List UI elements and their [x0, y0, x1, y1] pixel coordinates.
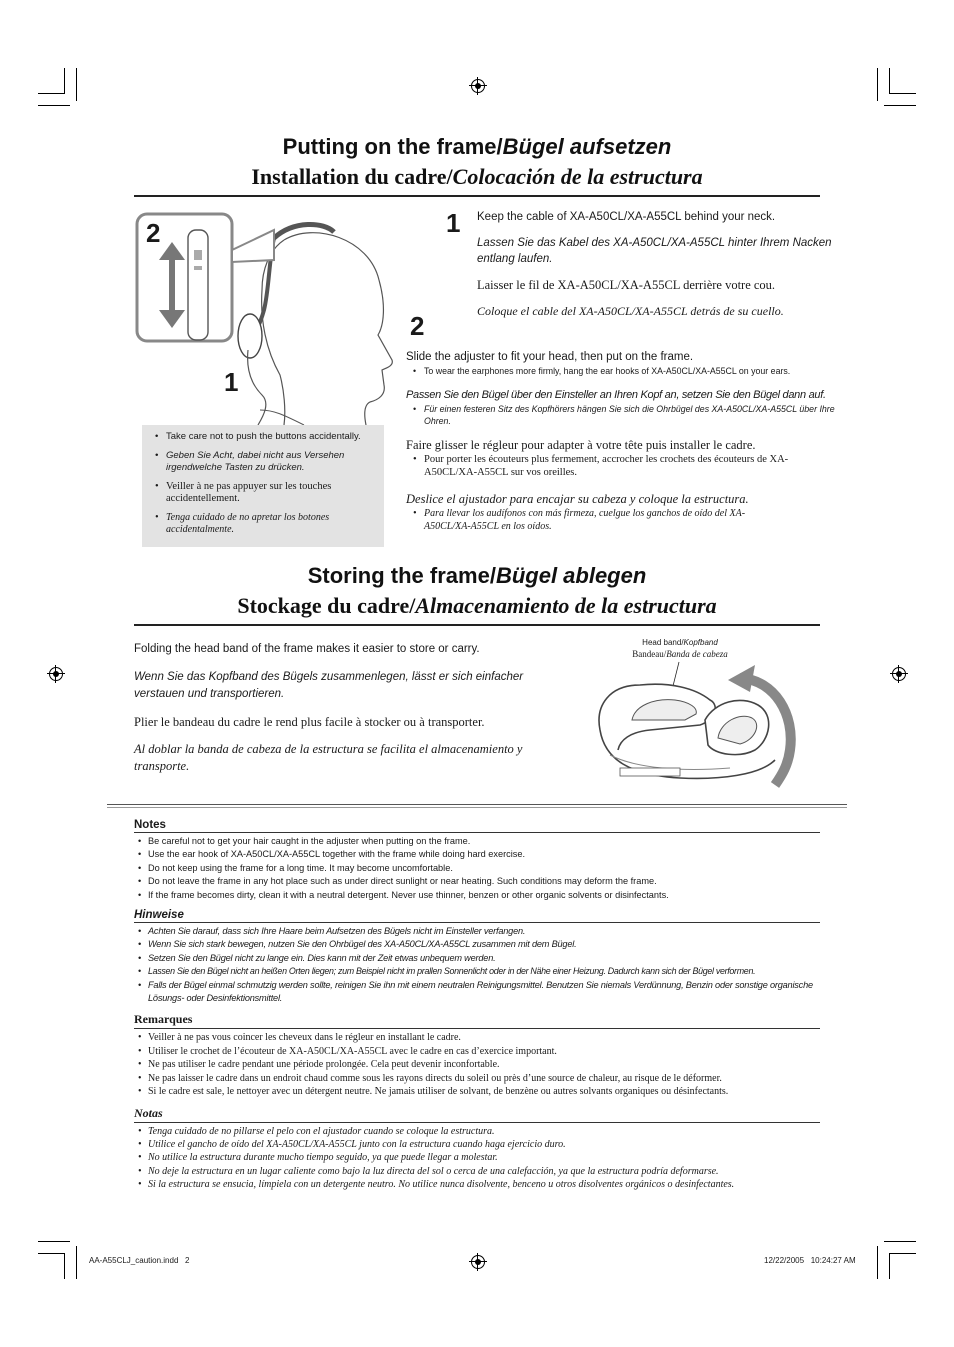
crop-mark [76, 68, 77, 101]
label-fr: Bandeau/ [632, 649, 667, 659]
section1-title [134, 132, 820, 192]
note-item: • Falls der Bügel einmal schmutzig werden sollte, reinigen Sie ihn mit einem neutralen Reinigungsmittel. Benutzen Sie niemals Verdünnung, Benzin oder sonstige organische Lösungs- oder Desinfektionsmittel. [134, 979, 820, 1006]
crop-mark [877, 68, 878, 101]
notes-block-en [134, 819, 820, 902]
notes-separator [107, 804, 847, 805]
crop-mark [884, 1241, 916, 1242]
crop-mark [877, 1246, 878, 1279]
note-item: • If the frame becomes dirty, clean it with a neutral detergent. Never use thinner, benzen or other organic solvents or disinfectants. [134, 889, 820, 902]
note-item: • Lassen Sie den Bügel nicht an heißen Orten liegen; zum Beispiel nicht im prallen Sonnenlicht oder in der Nähe einer Heizung. Dadurch kann sich der Bügel verformen. [134, 965, 820, 978]
footer-timestamp: 12/22/2005 10:24:27 AM [764, 1256, 856, 1265]
note-item: • Si le cadre est sale, le nettoyer avec un détergent neutre. Ne jamais utiliser de solvant, de benzène ou autres solvants organiques ou désinfectants. [134, 1085, 820, 1098]
step1-es: Coloque el cable del XA-A50CL/XA-A55CL detrás de su cuello. [477, 304, 784, 318]
crop-mark [889, 1253, 890, 1279]
step2-number: 2 [410, 311, 425, 341]
crop-mark [76, 1246, 77, 1279]
step1-fr: Laisser le fil de XA-A50CL/XA-A55CL derrière votre cou. [477, 278, 776, 292]
step2-es-bullet: • Para llevar los audífonos con más firmeza, cuelgue los ganchos de oído del XA-A50CL/XA-A55CL en los oídos. [413, 507, 763, 533]
title-es: Colocación de la estructura [452, 164, 703, 189]
title-en: Storing the frame/ [307, 563, 496, 588]
step1-text [477, 209, 837, 319]
registration-mark-icon [471, 1255, 485, 1269]
figure-label-step1: 1 [224, 367, 239, 397]
caution-item-en: • Take care not to push the buttons accidentally. [155, 431, 376, 443]
note-item: • Be careful not to get your hair caught in the adjuster when putting on the frame. [134, 835, 820, 848]
step2-de-bullet: • Für einen festeren Sitz des Kopfhörers hängen Sie sich die Ohrbügel des XA-A50CL/XA-A55CL über Ihre Ohren. [413, 403, 846, 427]
note-item: • Utiliser le crochet de l’écouteur de XA-A50CL/XA-A55CL avec le cadre en cas d’exercice important. [134, 1045, 820, 1058]
section2-title [134, 561, 820, 621]
notes-heading-de: Hinweise [134, 909, 184, 922]
step2-fr-bullet: • Pour porter les écouteurs plus fermement, accrocher les crochets des écouteurs de XA-A50CL/XA-A55CL sur vos oreilles. [413, 453, 803, 479]
storing-fr: Plier le bandeau du cadre le rend plus facile à stocker ou à transporter. [134, 715, 485, 729]
crop-mark [38, 1253, 64, 1254]
note-item: • Ne pas utiliser le cadre pendant une période prolongée. Cela peut devenir inconfortable. [134, 1058, 820, 1071]
note-item: • Setzen Sie den Bügel nicht zu lange ein. Dies kann mit der Zeit etwas unbequem werden. [134, 952, 820, 965]
step2-text [406, 349, 846, 533]
crop-mark [64, 68, 65, 94]
caution-item-fr: • Veiller à ne pas appuyer sur les touches accidentellement. [155, 481, 376, 505]
registration-mark-icon [892, 667, 906, 681]
title-fr: Installation du cadre/ [251, 164, 453, 189]
label-de: Kopfband [683, 638, 718, 647]
storing-es: Al doblar la banda de cabeza de la estructura se facilita el almacenamiento y transporte. [134, 742, 523, 773]
notes-block-fr [134, 1012, 820, 1098]
note-item: • Tenga cuidado de no pillarse el pelo con el ajustador cuando se coloque la estructura. [134, 1125, 820, 1138]
notes-section [134, 819, 820, 1192]
step2-fr: Faire glisser le régleur pour adapter à votre tête puis installer le cadre. [406, 438, 756, 452]
note-item: • Ne pas laisser le cadre dans un endroit chaud comme sous les rayons directs du soleil ou près d’une source de chaleur, au risque de le déformer. [134, 1072, 820, 1085]
note-item: • Do not keep using the frame for a long time. It may become uncomfortable. [134, 862, 820, 875]
note-item: • Utilice el gancho de oído del XA-A50CL/XA-A55CL junto con la estructura cuando haga ejercicio duro. [134, 1138, 820, 1151]
crop-mark [38, 93, 64, 94]
step1-number: 1 [446, 208, 461, 238]
storing-en: Folding the head band of the frame makes it easier to store or carry. [134, 643, 480, 655]
crop-mark [890, 1253, 916, 1254]
note-item: • Wenn Sie sich stark bewegen, nutzen Sie den Ohrbügel des XA-A50CL/XA-A55CL zusammen mit dem Bügel. [134, 938, 820, 951]
note-item: • Use the ear hook of XA-A50CL/XA-A55CL together with the frame while doing hard exercise. [134, 848, 820, 861]
note-item: • No deje la estructura en un lugar caliente como bajo la luz directa del sol o cerca de una calefacción, ya que la estructura podría deformarse. [134, 1165, 820, 1178]
step2-en-bullet: • To wear the earphones more firmly, hang the ear hooks of XA-A50CL/XA-A55CL on your ears. [413, 365, 846, 377]
note-item: • Do not leave the frame in any hot place such as under direct sunlight or near heating. Such conditions may deform the frame. [134, 875, 820, 888]
caution-item-de: • Geben Sie Acht, dabei nicht aus Versehen irgendwelche Tasten zu drücken. [155, 450, 376, 474]
step1-de: Lassen Sie das Kabel des XA-A50CL/XA-A55CL hinter Ihrem Nacken entlang laufen. [477, 237, 832, 265]
storing-de: Wenn Sie das Kopfband des Bügels zusammenlegen, lässt er sich einfacher verstauen und transportieren. [134, 671, 524, 700]
step2-de: Passen Sie den Bügel über den Einsteller an Ihren Kopf an, setzen Sie den Bügel dann auf. [406, 389, 826, 401]
footer-filename: AA-A55CLJ_caution.indd 2 [89, 1256, 190, 1265]
title-rule [134, 195, 820, 197]
label-en: Head band/ [642, 638, 684, 647]
notes-heading-en: Notes [134, 819, 166, 831]
notes-block-de [134, 909, 820, 1005]
title-rule [134, 624, 820, 626]
step1-en: Keep the cable of XA-A50CL/XA-A55CL behind your neck. [477, 211, 776, 223]
crop-mark [64, 1253, 65, 1279]
title-fr: Stockage du cadre/ [237, 593, 416, 618]
caution-item-es: • Tenga cuidado de no apretar los botones accidentalmente. [155, 512, 376, 536]
step2-en: Slide the adjuster to fit your head, then put on the frame. [406, 351, 694, 363]
crop-mark [884, 105, 916, 106]
notes-heading-fr: Remarques [134, 1012, 193, 1027]
note-item: • Achten Sie darauf, dass sich Ihre Haare beim Aufsetzen des Bügels nicht im Einsteller verfangen. [134, 925, 820, 938]
title-en: Putting on the frame/ [282, 134, 503, 159]
label-es: Banda de cabeza [666, 649, 728, 659]
title-de: Bügel ablegen [495, 563, 647, 588]
notes-block-es [134, 1106, 820, 1192]
note-item: • No utilice la estructura durante mucho tiempo seguido, ya que puede llegar a molestar. [134, 1151, 820, 1164]
folded-frame-illustration [590, 660, 800, 790]
crop-mark [38, 105, 70, 106]
headband-label [600, 637, 760, 660]
figure-label-step2: 2 [146, 218, 161, 248]
notes-separator [107, 807, 847, 808]
crop-mark [38, 1241, 70, 1242]
storing-text [134, 641, 554, 775]
registration-mark-icon [49, 667, 63, 681]
note-item: • Veiller à ne pas vous coincer les cheveux dans le régleur en installant le cadre. [134, 1031, 820, 1044]
head-with-frame-illustration [134, 210, 394, 425]
notes-heading-es: Notas [134, 1105, 163, 1120]
crop-mark [889, 68, 890, 94]
crop-mark [890, 93, 916, 94]
note-item: • Si la estructura se ensucia, límpiela con un detergente neutro. No utilice nunca disolvente, benceno u otros disolventes orgánicos o desinfectantes. [134, 1178, 820, 1191]
title-es: Almacenamiento de la estructura [415, 593, 717, 618]
title-de: Bügel aufsetzen [502, 134, 672, 159]
caution-box [142, 425, 384, 547]
registration-mark-icon [471, 79, 485, 93]
step2-es: Deslice el ajustador para encajar su cabeza y coloque la estructura. [406, 492, 749, 506]
